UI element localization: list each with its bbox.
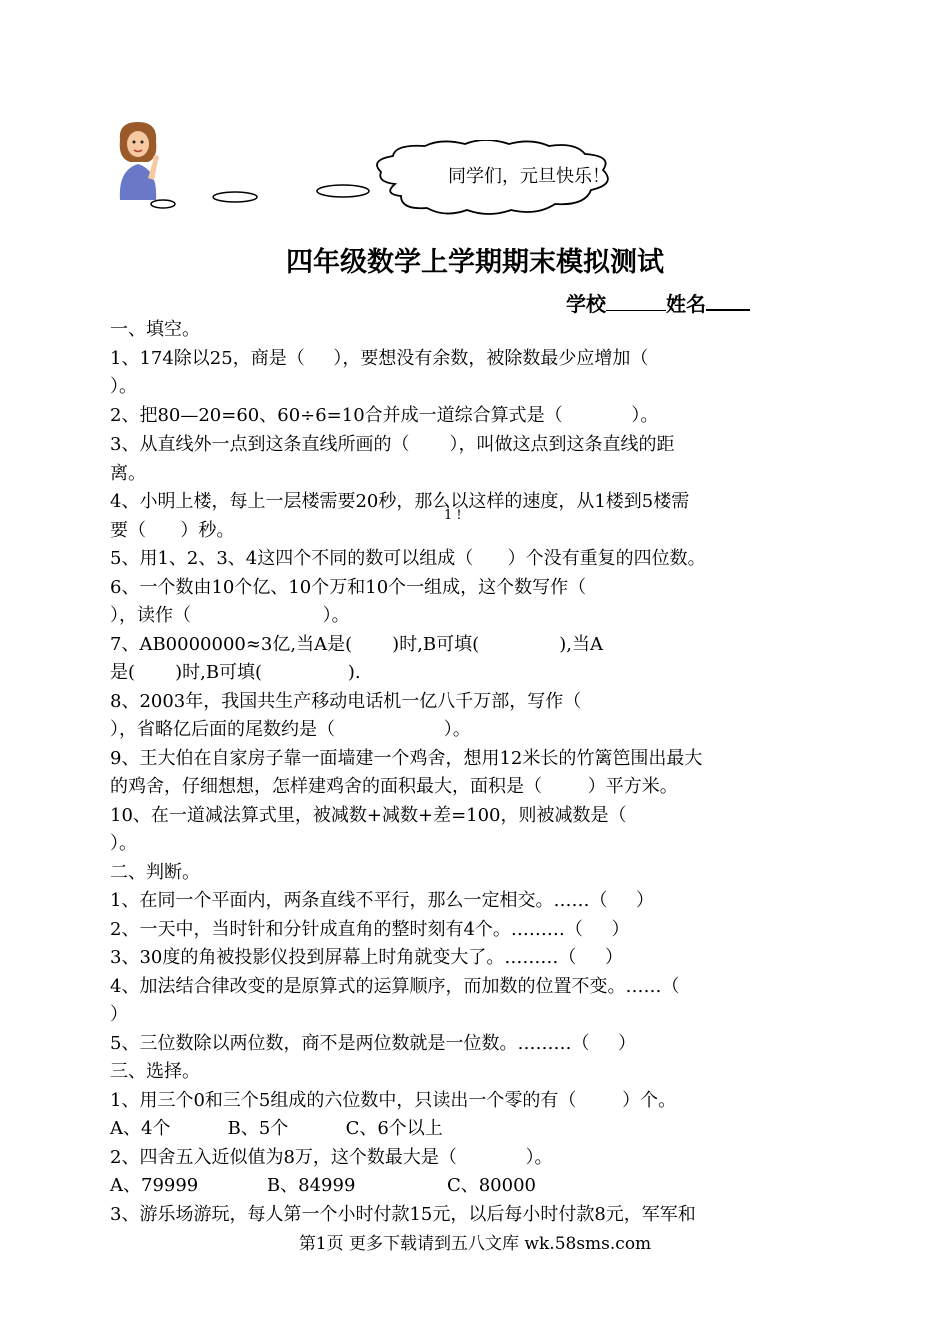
stray-mark: 1 ! xyxy=(444,508,462,523)
school-blank xyxy=(606,292,666,311)
bubble-text: 同学们，元旦快乐！ xyxy=(448,166,610,187)
q4-line2: 要（ ）秒。 xyxy=(110,520,235,541)
q6-line2: ），读作（ ）。 xyxy=(110,605,350,626)
choice3-line1: 3、游乐场游玩，每人第一个小时付款15元，以后每小时付款8元，军军和 xyxy=(110,1204,696,1225)
q9-line2: 的鸡舍，仔细想想，怎样建鸡舍的面积最大，面积是（ ）平方米。 xyxy=(110,776,678,797)
name-label: 姓名 xyxy=(666,292,706,316)
q9-line1: 9、王大伯在自家房子靠一面墙建一个鸡舍，想用12米长的竹篱笆围出最大 xyxy=(110,748,703,769)
q10-line1: 10、在一道减法算式里，被减数+减数+差=100，则被减数是（ xyxy=(110,805,627,826)
q3-line2: 离。 xyxy=(110,463,146,484)
q5-line: 5、用1、2、3、4这四个不同的数可以组成（ ）个没有重复的四位数。 xyxy=(110,548,706,569)
q8-line2: ），省略亿后面的尾数约是（ ）。 xyxy=(110,719,471,740)
choice2-line: 2、四舍五入近似值为8万，这个数最大是（ ）。 xyxy=(110,1147,553,1168)
choice1-line: 1、用三个0和三个5组成的六位数中，只读出一个零的有（ ）个。 xyxy=(110,1090,677,1111)
judge4-line1: 4、加法结合律改变的是原算式的运算顺序，而加数的位置不变。……（ xyxy=(110,976,680,997)
q7-line1: 7、AB0000000≈3亿,当A是( )时,B可填( ),当A xyxy=(110,634,604,655)
judge2-line: 2、一天中，当时针和分针成直角的整时刻有4个。………（ ） xyxy=(110,919,630,940)
school-label: 学校 xyxy=(566,292,606,316)
section2-heading: 二、判断。 xyxy=(110,862,200,883)
page-title: 四年级数学上学期期末模拟测试 xyxy=(286,247,664,278)
name-blank xyxy=(706,291,750,311)
school-name-line xyxy=(566,288,750,317)
choice2-options: A、79999 B、84999 C、80000 xyxy=(110,1175,536,1196)
choice1-options: A、4个 B、5个 C、6个以上 xyxy=(110,1118,443,1139)
q7-line2: 是( )时,B可填( ). xyxy=(110,662,361,683)
q1-line2: ）。 xyxy=(110,376,137,397)
q1-line1: 1、174除以25，商是（ ），要想没有余数，被除数最少应增加（ xyxy=(110,348,649,369)
section3-heading: 三、选择。 xyxy=(110,1061,200,1082)
judge3-line: 3、30度的角被投影仪投到屏幕上时角就变大了。………（ ） xyxy=(110,947,623,968)
q2-line: 2、把80—20=60、60÷6=10合并成一道综合算式是（ ）。 xyxy=(110,405,659,426)
q6-line1: 6、一个数由10个亿、10个万和10个一组成，这个数写作（ xyxy=(110,577,587,598)
section1-heading: 一、填空。 xyxy=(110,319,200,340)
q3-line1: 3、从直线外一点到这条直线所画的（ ），叫做这点到这条直线的距 xyxy=(110,434,675,455)
q8-line1: 8、2003年，我国共生产移动电话机一亿八千万部，写作（ xyxy=(110,691,582,712)
q4-line1: 4、小明上楼，每上一层楼需要20秒，那么以这样的速度，从1楼到5楼需 xyxy=(110,491,690,512)
judge5-line: 5、三位数除以两位数，商不是两位数就是一位数。………（ ） xyxy=(110,1033,637,1054)
judge1-line: 1、在同一个平面内，两条直线不平行，那么一定相交。……（ ） xyxy=(110,890,655,911)
page-footer: 第1页 更多下载请到五八文库 wk.58sms.com xyxy=(298,1234,652,1254)
judge4-line2: ） xyxy=(110,1004,128,1025)
q10-line2: ）。 xyxy=(110,833,137,854)
